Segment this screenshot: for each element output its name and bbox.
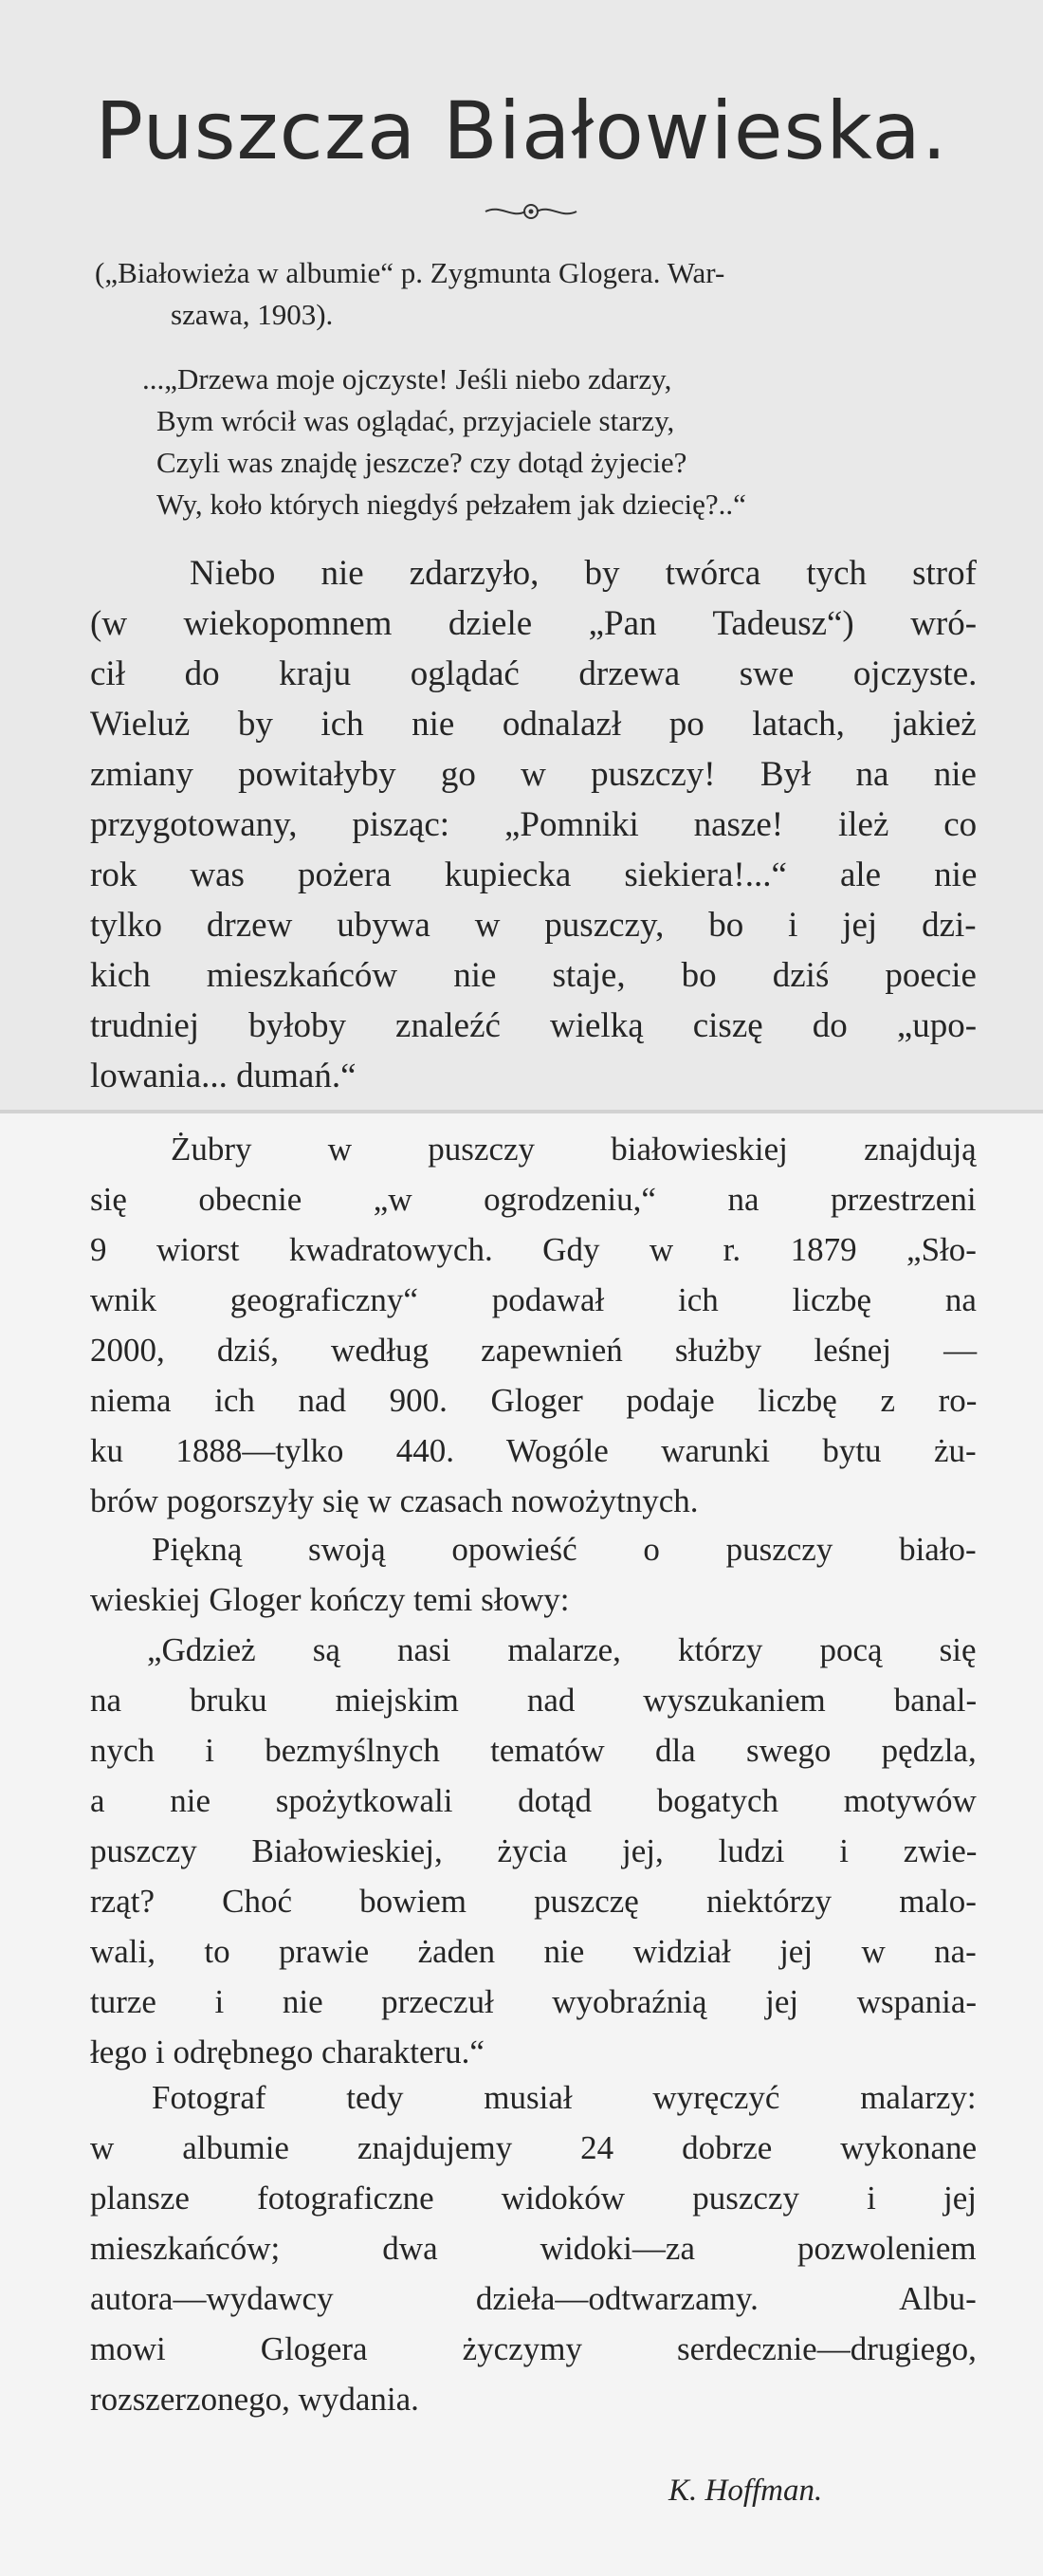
scan-seam bbox=[0, 1110, 1043, 1113]
author-signature: K. Hoffman. bbox=[668, 2474, 823, 2508]
paragraph-line: rok was pożera kupiecka siekiera!...“ ale nie bbox=[90, 856, 978, 894]
paragraph-line: tylko drzew ubywa w puszczy, bo i jej dzi- bbox=[90, 906, 977, 945]
quote-line: wali, to prawie żaden nie widział jej w na- bbox=[90, 1933, 977, 1970]
ornament-divider bbox=[484, 199, 578, 224]
article-title: Puszcza Białowieska. bbox=[95, 84, 948, 177]
paragraph-line: niema ich nad 900. Gloger podaje liczbę z ro- bbox=[90, 1382, 978, 1419]
paragraph-line: mowi Glogera życzymy serdecznie—drugiego, bbox=[90, 2330, 977, 2367]
paragraph-line: Piękną swoją opowieść o puszczy biało- bbox=[152, 1531, 977, 1568]
quote-line: nych i bezmyślnych tematów dla swego pędzla, bbox=[90, 1732, 977, 1769]
quote-line: puszczy Białowieskiej, życia jej, ludzi i zwie- bbox=[90, 1832, 978, 1869]
paragraph-line: Żubry w puszczy białowieskiej znajdują bbox=[171, 1131, 977, 1168]
paragraph-line: przygotowany, pisząc: „Pomniki nasze! ileż co bbox=[90, 805, 978, 844]
paragraph-line: 2000, dziś, według zapewnień służby leśnej — bbox=[90, 1332, 978, 1369]
paragraph-line: rozszerzonego, wydania. bbox=[90, 2381, 419, 2418]
quote-line: łego i odrębnego charakteru.“ bbox=[90, 2033, 485, 2070]
paragraph-line: Fotograf tedy musiał wyręczyć malarzy: bbox=[152, 2079, 977, 2116]
quote-line: rząt? Choć bowiem puszczę niektórzy malo- bbox=[90, 1883, 977, 1920]
paragraph-line: (w wiekopomnem dziele „Pan Tadeusz“) wró- bbox=[90, 604, 978, 643]
paragraph-line: wieskiej Gloger kończy temi słowy: bbox=[90, 1581, 570, 1618]
paragraph-line: się obecnie „w ogrodzeniu,“ na przestrzeni bbox=[90, 1181, 977, 1218]
paragraph-line: kich mieszkańców nie staje, bo dziś poecie bbox=[90, 956, 977, 995]
paragraph-line: trudniej byłoby znaleźć wielką ciszę do „upo- bbox=[90, 1006, 978, 1045]
verse-line: ...„Drzewa moje ojczyste! Jeśli niebo zdarzy, bbox=[142, 362, 672, 396]
paragraph-line: zmiany powitałyby go w puszczy! Był na nie bbox=[90, 755, 977, 794]
quote-line: „Gdzież są nasi malarze, którzy pocą się bbox=[147, 1631, 977, 1668]
paragraph-line: Wieluż by ich nie odnalazł po latach, jakież bbox=[90, 705, 977, 744]
verse-line: Czyli was znajdę jeszcze? czy dotąd żyjecie? bbox=[156, 446, 687, 479]
verse-line: Wy, koło których niegdyś pełzałem jak dziecię?..“ bbox=[156, 488, 746, 521]
verse-line: Bym wrócił was oglądać, przyjaciele starzy, bbox=[156, 404, 675, 437]
paragraph-line: autora—wydawcy dzieła—odtwarzamy. Albu- bbox=[90, 2280, 977, 2317]
paragraph-line: brów pogorszyły się w czasach nowożytnych. bbox=[90, 1482, 699, 1519]
paragraph-line: ku 1888—tylko 440. Wogóle warunki bytu żu- bbox=[90, 1432, 977, 1469]
paragraph-line: lowania... dumań.“ bbox=[90, 1057, 357, 1095]
paragraph-line: cił do kraju oglądać drzewa swe ojczyste. bbox=[90, 654, 978, 693]
paragraph-line: Niebo nie zdarzyło, by twórca tych strof bbox=[190, 554, 977, 593]
quote-line: na bruku miejskim nad wyszukaniem banal- bbox=[90, 1682, 978, 1719]
source-line: szawa, 1903). bbox=[171, 298, 334, 331]
paragraph-line: mieszkańców; dwa widoki—za pozwoleniem bbox=[90, 2230, 977, 2267]
quote-line: turze i nie przeczuł wyobraźnią jej wspania- bbox=[90, 1983, 978, 2020]
source-line: („Białowieża w albumie“ p. Zygmunta Glogera. War- bbox=[95, 256, 725, 289]
paragraph-line: plansze fotograficzne widoków puszczy i jej bbox=[90, 2180, 977, 2217]
paragraph-line: w albumie znajdujemy 24 dobrze wykonane bbox=[90, 2129, 978, 2166]
paragraph-line: wnik geograficzny“ podawał ich liczbę na bbox=[90, 1281, 977, 1318]
quote-line: a nie spożytkowali dotąd bogatych motywów bbox=[90, 1782, 977, 1819]
paragraph-line: 9 wiorst kwadratowych. Gdy w r. 1879 „Sło- bbox=[90, 1231, 977, 1268]
